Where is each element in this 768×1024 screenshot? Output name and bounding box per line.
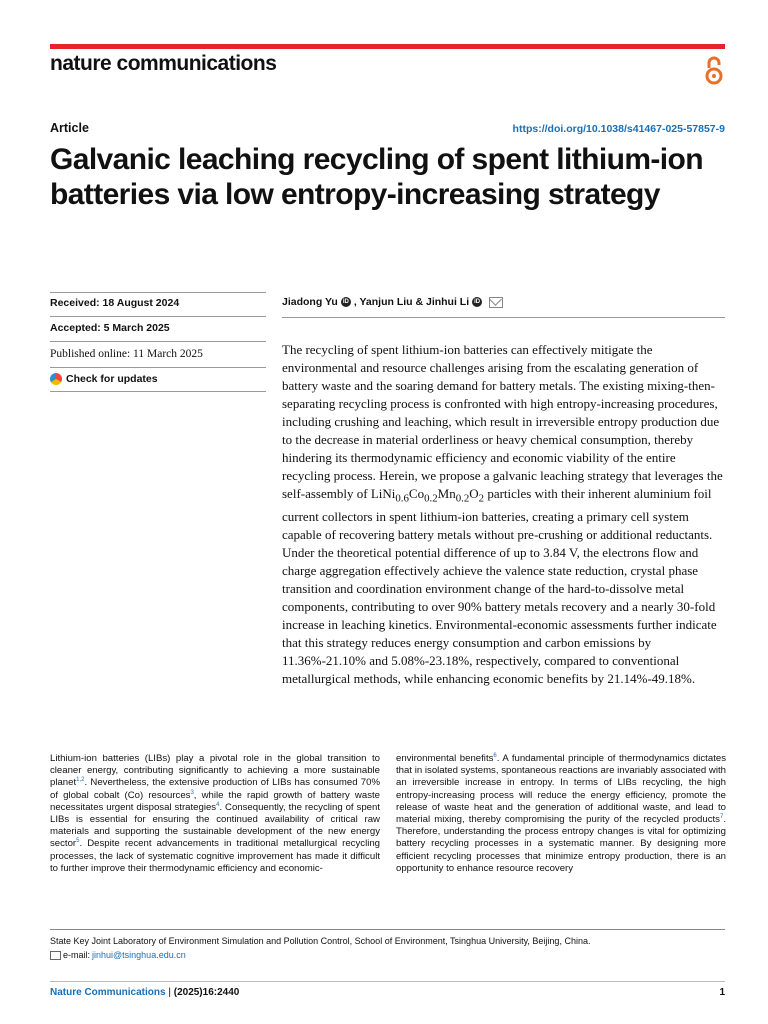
article-title: Galvanic leaching recycling of spent lithium-ion batteries via low entropy-increasing strategy bbox=[50, 143, 703, 211]
email-link[interactable]: jinhui@tsinghua.edu.cn bbox=[92, 950, 186, 960]
article-type-label: Article bbox=[50, 121, 89, 135]
reference-link[interactable]: 7 bbox=[719, 813, 724, 820]
journal-name: nature communications bbox=[50, 52, 277, 75]
divider bbox=[50, 391, 266, 392]
orcid-icon[interactable]: iD bbox=[342, 299, 349, 305]
reference-link[interactable]: 3 bbox=[190, 789, 194, 796]
body-column-2: environmental benefits$^6$. A fundamental principle of thermodynamics dictates that in isolated systems, spontaneous reactions are invariably associated with an irreversible increase in entropy. In terms of LIBs recycling, the high entropy-increasing process will reduce the energy efficiency, promote the release of waste heat and the generation of additional waste, and lead to material mixing, thereby compromising the purity of the recycled products$^7$. Therefore, understanding the process entropy changes is vital for optimizing battery recycling processes in a systematic manner. By designing more efficient recycling processes that minimize entropy production, there is an opportunity to enhance resource recovery bbox=[396, 752, 726, 874]
doi-link[interactable]: https://doi.org/10.1038/s41467-025-57857-9 bbox=[512, 123, 725, 135]
email-icon bbox=[50, 951, 61, 960]
author-list bbox=[282, 296, 503, 308]
accepted-date: Accepted: 5 March 2025 bbox=[50, 322, 170, 334]
divider bbox=[50, 316, 266, 317]
divider bbox=[50, 367, 266, 368]
header-rule bbox=[50, 44, 725, 49]
footer-journal[interactable]: Nature Communications bbox=[50, 987, 166, 998]
footer-volume: (2025)16:2440 bbox=[173, 987, 240, 998]
reference-link[interactable]: 1,2 bbox=[76, 777, 85, 784]
divider bbox=[50, 341, 266, 342]
author-names[interactable]: , Yanjun Liu & Jinhui Li bbox=[353, 296, 470, 308]
divider bbox=[50, 292, 266, 293]
received-date: Received: 18 August 2024 bbox=[50, 297, 180, 309]
reference-link[interactable]: 6 bbox=[493, 752, 497, 759]
email-icon[interactable] bbox=[489, 297, 503, 308]
orcid-icon[interactable]: iD bbox=[474, 299, 481, 305]
check-updates-icon bbox=[50, 373, 62, 385]
open-access-icon bbox=[703, 56, 725, 86]
divider bbox=[282, 317, 725, 318]
abstract: The recycling of spent lithium-ion batteries can effectively mitigate the environmental and resource challenges arising from the escalating generation of battery waste and the soaring demand for battery metals. The existing mixing-then-separating recycling process is confronted with high entropy-increasing procedures, including crushing and leaching, which result in irreversible entropy production due to the decrease in material orderliness or heavy chemical consumption, thereby hindering its thermodynamic efficiency and economic viability of the entire recycling process. Herein, we propose a galvanic leaching strategy that leverages the self-assembly of $LiNi_{0.6}Co_{0.2}Mn_{0.2}O_2$ particles with their inherent aluminium foil current collectors in spent lithium-ion batteries, creating a primary cell system capable of recovering battery metals without pre-crushing or additional reductants. Under the theoretical potential difference of up to 3.84 V, the electrons flow and charge aggregation effectively achieve the valence state reduction, crystal phase transition and coordination environment change of the hard-to-dissolve metal components, contributing to over 90% battery metals recovery and a nearly 30-fold increase in leaching kinetics. Environmental-economic assessments further indicate that this strategy reduces energy consumption and carbon emissions by 11.36%-21.10% and 5.08%-23.18%, respectively, compared to conventional metallurgical methods, while enhancing economic benefits by 21.14%-49.18%. bbox=[282, 342, 723, 686]
check-updates-label: Check for updates bbox=[66, 373, 158, 385]
email-line bbox=[50, 950, 186, 960]
email-label: e-mail: bbox=[63, 950, 91, 960]
footnote-rule bbox=[50, 929, 725, 930]
footer-citation: Nature Communications | (2025)16:2440 bbox=[50, 987, 240, 998]
reference-link[interactable]: 5 bbox=[76, 838, 80, 845]
body-column-1: Lithium-ion batteries (LIBs) play a pivotal role in the global transition to cleaner energy, contributing significantly to achieving a more sustainable planet$^{1,2}$. Nevertheless, the extensive production of LIBs has consumed 70% of global cobalt (Co) resources$^3$, while the rapid growth of battery waste necessitates urgent disposal strategies$^4$. Consequently, the recycling of spent LIBs is essential for ensuring the continued availability of critical raw materials and supporting the sustainable development of the new energy sector$^5$. Despite recent advancements in traditional metallurgical recycling processes, the lack of systematic cognitive improvement has made it difficult to further improve their thermodynamic efficiency and economic- bbox=[50, 753, 380, 874]
page-number: 1 bbox=[719, 987, 725, 998]
published-date: Published online: 11 March 2025 bbox=[50, 348, 203, 360]
check-updates-button[interactable] bbox=[50, 373, 158, 385]
reference-link[interactable]: 4 bbox=[216, 801, 220, 808]
author-name[interactable]: Jiadong Yu bbox=[282, 296, 338, 308]
footer-rule bbox=[50, 981, 725, 982]
affiliation: State Key Joint Laboratory of Environment Simulation and Pollution Control, School of Environment, Tsinghua University, Beijing, China. bbox=[50, 936, 591, 946]
